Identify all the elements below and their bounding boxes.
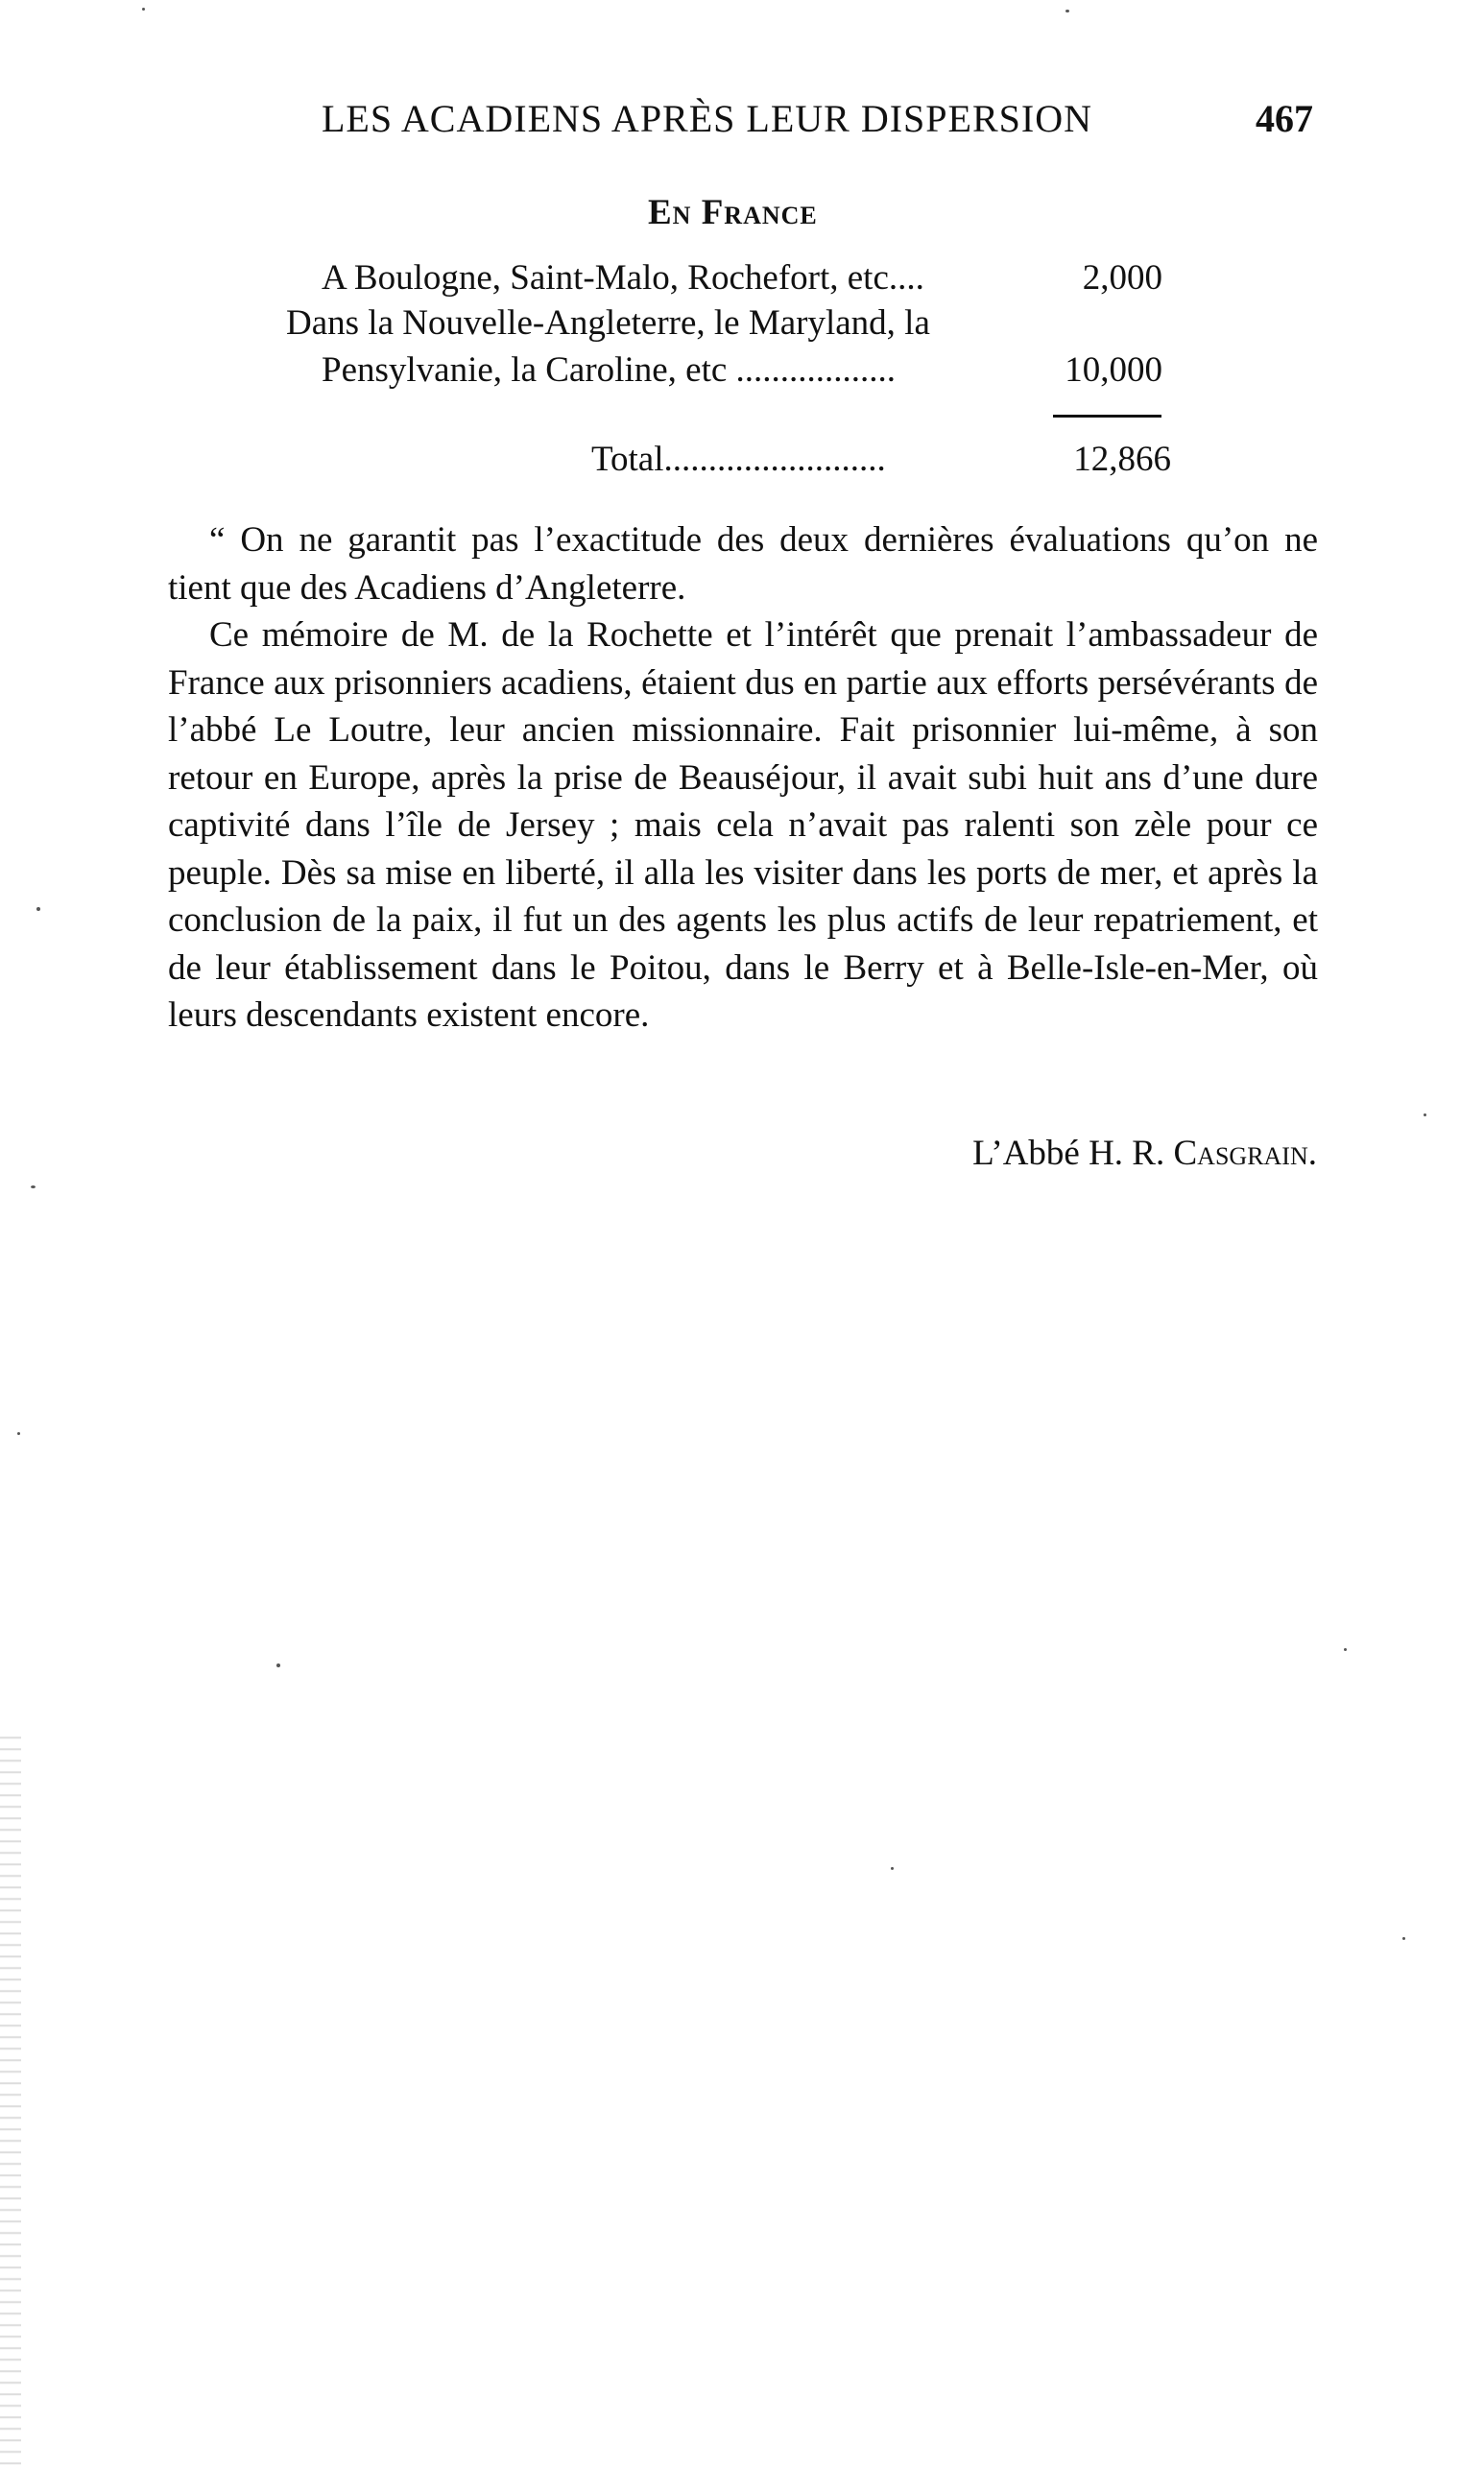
table-row-label: A Boulogne, Saint-Malo, Rochefort, etc....: [322, 258, 924, 298]
signature: [972, 1133, 1317, 1174]
scan-speck: [31, 1185, 36, 1188]
quote-paragraph: “ On ne garantit pas l’exactitude des deux dernières évaluations qu’on ne tient que des Acadiens d’Angleterre.: [168, 520, 1318, 608]
table-row-value: 10,000: [1065, 350, 1162, 390]
body-paragraph: Ce mémoire de M. de la Rochette et l’intérêt que prenait l’ambassadeur de France aux prisonniers acadiens, étaient dus en partie aux efforts persévérants de l’abbé Le Loutre, leur ancien missionnaire. Fait prisonnier lui-même, à son retour en Europe, après la prise de Beauséjour, il avait subi huit ans d’une dure captivité dans l’île de Jersey ; mais cela n’avait pas ralenti son zèle pour ce peuple. Dès sa mise en liberté, il alla les visiter dans les ports de mer, et après la conclusion de la paix, il fut un des agents les plus actifs de leur repatriement, et de leur établissement dans le Poitou, dans le Berry et à Belle-Isle-en-Mer, où leurs descendants existent encore.: [168, 615, 1318, 1035]
page-number: 467: [1256, 97, 1313, 140]
scan-speck: [1344, 1648, 1347, 1651]
total-value: 12,866: [1073, 440, 1171, 479]
scan-speck: [891, 1867, 894, 1870]
section-heading: En France: [648, 193, 818, 232]
scan-speck: [36, 907, 40, 911]
scan-speck: [1402, 1937, 1405, 1940]
sum-rule: [1053, 415, 1161, 418]
table-row-label: Pensylvanie, la Caroline, etc ..................: [322, 350, 897, 390]
total-label: Total.........................: [591, 440, 886, 479]
scan-edge-noise: [0, 1728, 21, 2465]
table-row: [0, 257, 1484, 305]
signature-name: Casgrain.: [1173, 1134, 1317, 1173]
running-title: LES ACADIENS APRÈS LEUR DISPERSION: [322, 97, 1093, 140]
scan-speck: [142, 8, 145, 11]
table-row: [0, 302, 1484, 350]
table-row-label: Dans la Nouvelle-Angleterre, le Maryland, la: [286, 303, 930, 343]
table-row: [0, 349, 1484, 397]
scan-speck: [17, 1432, 20, 1435]
table-row-value: 2,000: [1082, 258, 1162, 298]
scan-speck: [276, 1663, 280, 1667]
signature-prefix: L’Abbé H. R.: [972, 1134, 1165, 1173]
total-row: [0, 439, 1484, 487]
scan-speck: [1065, 10, 1069, 12]
scan-speck: [1424, 1113, 1426, 1116]
